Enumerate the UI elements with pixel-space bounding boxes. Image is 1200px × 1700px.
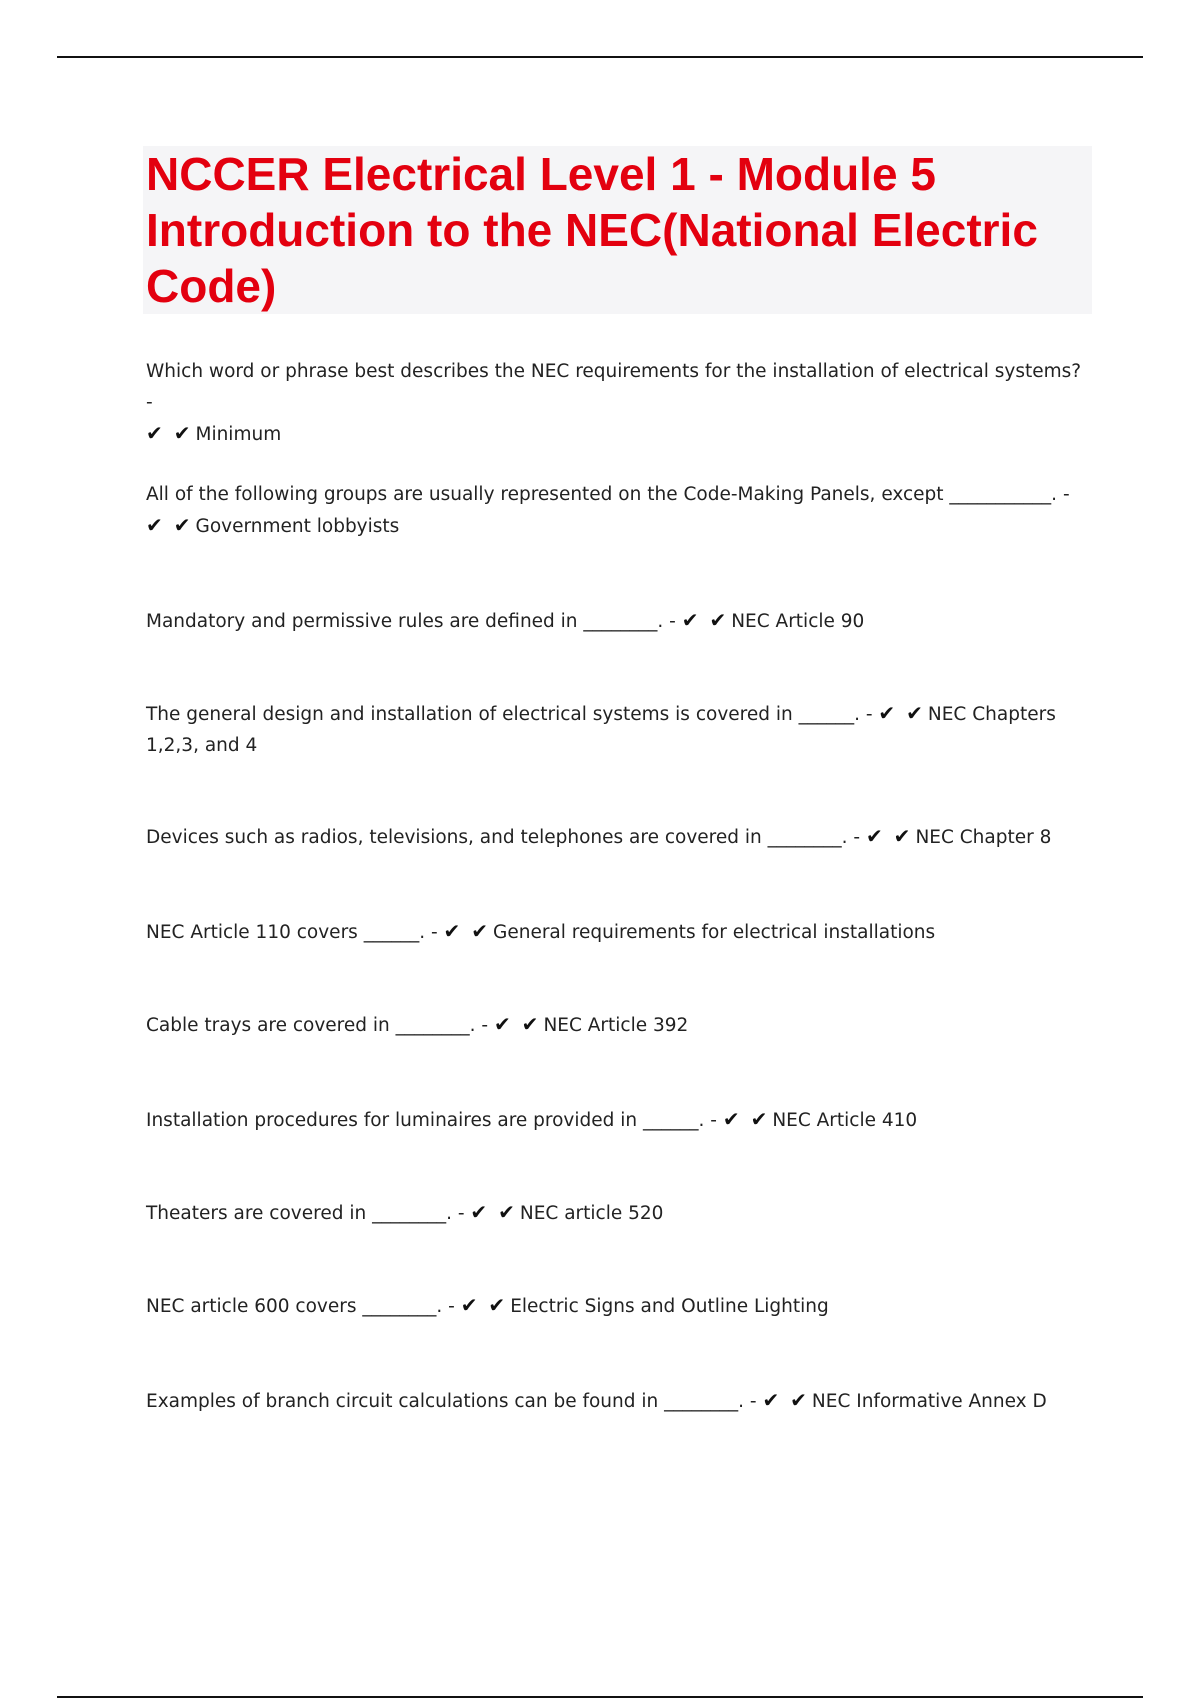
separator: - (847, 827, 866, 848)
answer-text: NEC Article 392 (543, 1015, 689, 1036)
question-text: Examples of branch circuit calculations can be found in ________. (146, 1391, 744, 1412)
answer-text: NEC Article 410 (772, 1110, 918, 1131)
question-text: Mandatory and permissive rules are defined in ________. (146, 611, 664, 632)
answer-text: NEC Informative Annex D (811, 1391, 1047, 1412)
separator: - (704, 1110, 723, 1131)
qa-item (146, 1104, 1092, 1136)
separator: - (744, 1391, 763, 1412)
check-icon: ✔ ✔ (878, 701, 925, 725)
question-text: Theaters are covered in ________. (146, 1203, 452, 1224)
check-icon: ✔ ✔ (443, 919, 490, 943)
question-text: NEC article 600 covers ________. (146, 1296, 443, 1317)
question-text: Devices such as radios, televisions, and telephones are covered in ________. (146, 827, 848, 848)
separator: - (475, 1015, 494, 1036)
check-icon: ✔ ✔ (146, 513, 193, 537)
question-text: The general design and installation of electrical systems is covered in ______. (146, 704, 860, 725)
answer-text: Government lobbyists (195, 516, 400, 537)
check-icon: ✔ ✔ (460, 1293, 508, 1317)
check-icon: ✔ ✔ (470, 1200, 517, 1224)
qa-item (146, 1197, 1092, 1229)
qa-item (146, 479, 1092, 542)
question-text: NEC Article 110 covers ______. (146, 922, 426, 943)
answer-text: Electric Signs and Outline Lighting (510, 1296, 829, 1317)
separator: - (859, 704, 879, 725)
top-rule (57, 56, 1143, 58)
check-icon: ✔ ✔ (722, 1107, 770, 1131)
check-icon: ✔ ✔ (146, 421, 193, 445)
answer-text: NEC article 520 (519, 1203, 664, 1224)
separator: - (442, 1296, 461, 1317)
answer-text: NEC Chapters 1,2,3, and 4 (146, 704, 1056, 756)
answer-text: NEC Article 90 (731, 611, 865, 632)
answer-text: NEC Chapter 8 (915, 827, 1052, 848)
answer-text: Minimum (195, 424, 282, 445)
bottom-rule (57, 1696, 1143, 1698)
qa-item (146, 1009, 1092, 1041)
answer-text: General requirements for electrical installations (493, 922, 936, 943)
separator: - (146, 392, 153, 413)
document-title: NCCER Electrical Level 1 - Module 5 Introduction to the NEC(National Electric Code) (146, 148, 1038, 312)
check-icon: ✔ ✔ (681, 608, 729, 632)
question-text: Cable trays are covered in ________. (146, 1015, 476, 1036)
qa-item (146, 698, 1092, 761)
question-text: Which word or phrase best describes the NEC requirements for the installation of electrical systems? (146, 361, 1082, 382)
question-text: Installation procedures for luminaires are provided in ______. (146, 1110, 705, 1131)
question-text: All of the following groups are usually represented on the Code-Making Panels, except ___________. (146, 484, 1058, 505)
separator: - (1057, 484, 1070, 505)
qa-item (146, 356, 1092, 450)
check-icon: ✔ ✔ (865, 824, 913, 848)
separator: - (663, 611, 682, 632)
qa-item (146, 605, 1092, 637)
separator: - (451, 1203, 471, 1224)
qa-item (146, 821, 1092, 853)
check-icon: ✔ ✔ (762, 1388, 809, 1412)
qa-item (146, 1290, 1092, 1322)
separator: - (425, 922, 444, 943)
qa-item (146, 916, 1092, 948)
check-icon: ✔ ✔ (493, 1012, 541, 1036)
qa-item (146, 1385, 1092, 1417)
